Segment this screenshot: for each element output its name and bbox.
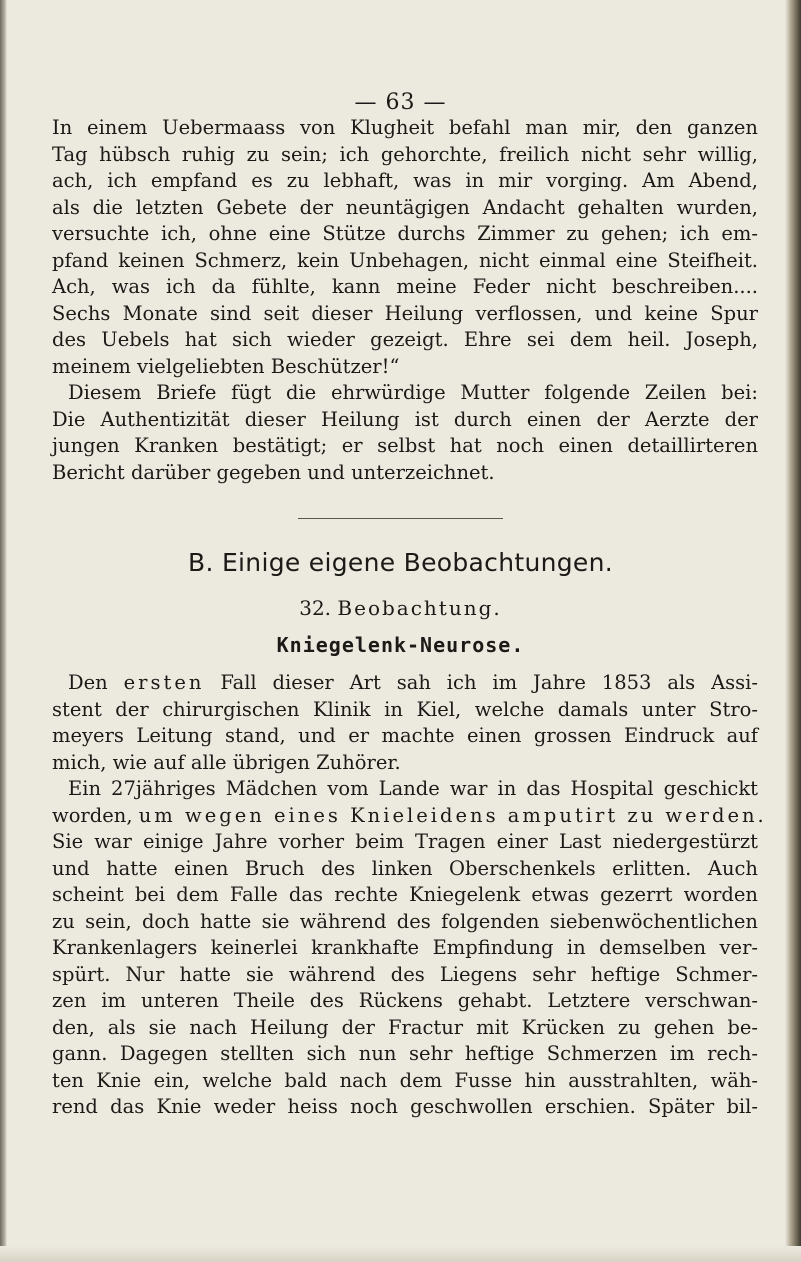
text-line: scheint bei dem Falle das rechte Kniegelenk etwas gezerrt worden <box>52 883 758 906</box>
text-line: Tag hübsch ruhig zu sein; ich gehorchte, freilich nicht sehr willig, <box>52 142 758 166</box>
text-line: des Uebels hat sich wieder gezeigt. Ehre sei dem heil. Joseph, <box>52 328 758 351</box>
text-line: Diesem Briefe fügt die ehrwürdige Mutter folgende Zeilen bei: <box>68 381 758 404</box>
text-line: Die Authentizität dieser Heilung ist durch einen der Aerzte der <box>52 407 758 431</box>
paragraph-mother-note <box>52 380 758 486</box>
text-fragment: Den <box>68 671 108 694</box>
text-line: mich, wie auf alle übrigen Zuhörer. <box>52 750 401 774</box>
text-line: stent der chirurgischen Klinik in Kiel, welche damals unter Stro- <box>52 697 758 721</box>
section-divider <box>298 518 503 519</box>
text-line: Krankenlagers keinerlei krankhafte Empfindung in demselben ver- <box>52 936 758 959</box>
observation-number: 32. <box>299 596 332 620</box>
text-line: Ach, was ich da fühlte, kann meine Feder nicht beschreiben.... <box>52 275 758 298</box>
text-line: versuchte ich, ohne eine Stütze durchs Zimmer zu gehen; ich em- <box>52 222 758 245</box>
paragraph-letter-ending <box>52 115 758 380</box>
paragraph-case-description <box>52 776 767 1121</box>
text-line: jungen Kranken bestätigt; er selbst hat noch einen detaillirteren <box>52 434 758 457</box>
text-line: zen im unteren Theile des Rückens gehabt. Letztere verschwan- <box>52 989 758 1012</box>
text-line: spürt. Nur hatte sie während des Liegens sehr heftige Schmer- <box>52 962 758 986</box>
text-line: meyers Leitung stand, und er machte einen grossen Eindruck auf <box>52 724 758 747</box>
observation-heading <box>0 596 801 620</box>
text-line: Sie war einige Jahre vorher beim Tragen einer Last niedergestürzt <box>52 830 758 853</box>
text-line: rend das Knie weder heiss noch geschwollen erschien. Später bil- <box>52 1095 758 1118</box>
text-line: als die letzten Gebete der neuntägigen Andacht gehalten wurden, <box>52 195 758 219</box>
section-heading: B. Einige eigene Beobachtungen. <box>188 548 613 577</box>
text-line <box>52 670 758 697</box>
text-line: Sechs Monate sind seit dieser Heilung verflossen, und keine Spur <box>52 301 758 325</box>
text-line: ach, ich empfand es zu lebhaft, was in mir vorging. Am Abend, <box>52 169 758 192</box>
emphasized-text: ersten <box>123 671 205 694</box>
text-line: In einem Uebermaass von Klugheit befahl man mir, den ganzen <box>52 116 758 139</box>
text-line: Ein 27jähriges Mädchen vom Lande war in das Hospital geschickt <box>68 777 758 800</box>
observation-label: Beobachtung. <box>337 596 502 620</box>
text-line: pfand keinen Schmerz, kein Unbehagen, nicht einmal eine Steifheit. <box>52 248 758 272</box>
page-number: — 63 — <box>354 90 447 115</box>
text-line: Bericht darüber gegeben und unterzeichnet. <box>52 460 495 484</box>
text-line: den, als sie nach Heilung der Fractur mit Krücken zu gehen be- <box>52 1015 758 1039</box>
text-fragment: Fall dieser Art sah ich im Jahre 1853 als Assi- <box>220 671 758 694</box>
text-fragment: worden, <box>52 803 133 827</box>
text-line <box>52 803 767 830</box>
page-left-edge-shadow <box>0 0 7 1262</box>
text-line: meinem vielgeliebten Beschützer!“ <box>52 354 400 378</box>
text-line: ten Knie ein, welche bald nach dem Fusse hin ausstrahlten, wäh- <box>52 1068 758 1092</box>
text-line: und hatte einen Bruch des linken Oberschenkels erlitten. Auch <box>52 856 758 880</box>
emphasized-text: um wegen eines Knieleidens amputirt zu werden. <box>138 803 767 827</box>
page-right-edge-shadow <box>785 0 801 1262</box>
observation-title: Kniegelenk-Neurose. <box>276 633 525 657</box>
paragraph-first-case <box>52 670 758 776</box>
page-bottom-shadow <box>0 1246 801 1262</box>
text-line: zu sein, doch hatte sie während des folgenden siebenwöchentlichen <box>52 909 758 933</box>
text-line: gann. Dagegen stellten sich nun sehr heftige Schmerzen im rech- <box>52 1042 758 1065</box>
